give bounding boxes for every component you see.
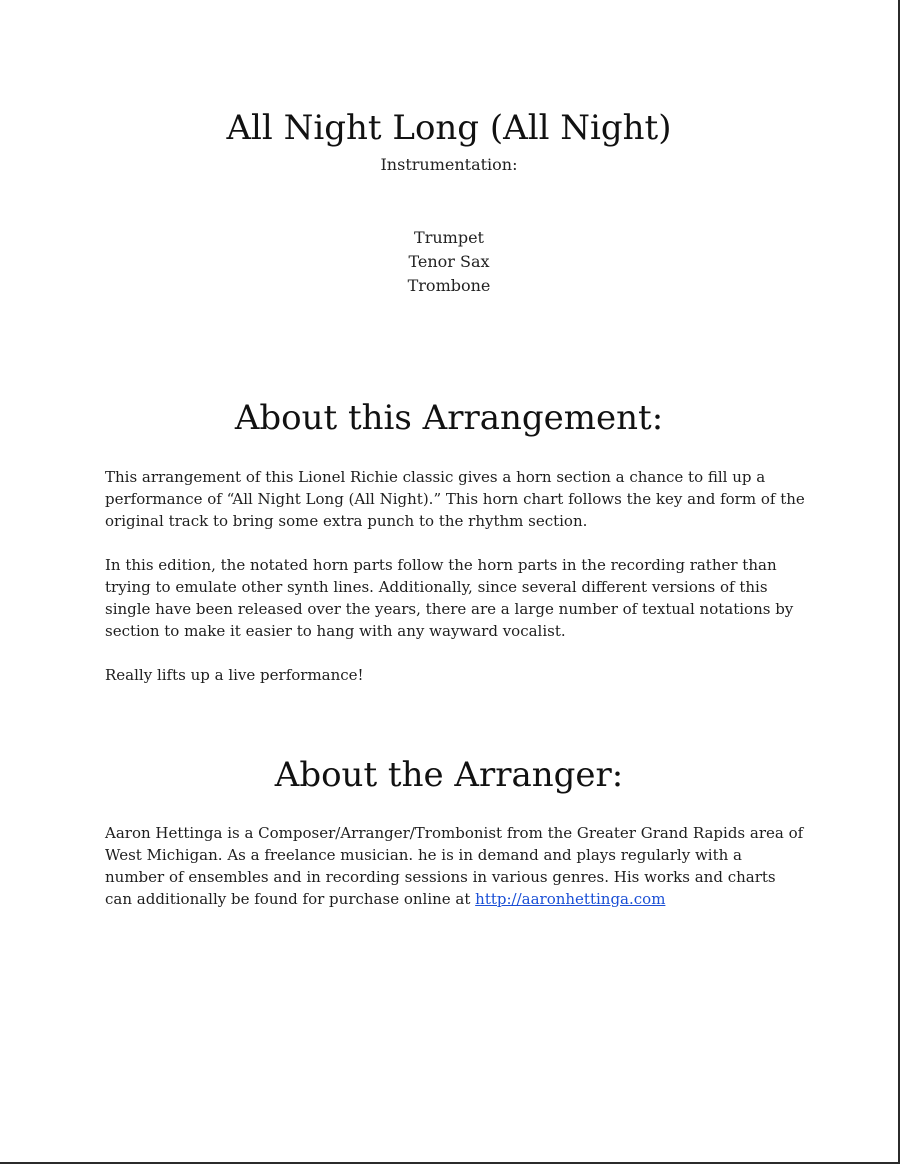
instrumentation-label: Instrumentation: [380, 155, 518, 174]
arranger-paragraph [105, 822, 805, 910]
arranger-bio-text: Aaron Hettinga is a Composer/Arranger/Trombonist from the Greater Grand Rapids area of West Michigan. As a freelance musician. he is in demand and plays regularly with a number of ensembles and in recording sessions in various genres. His works and charts can additionally be found for purchase online at [105, 824, 804, 908]
about-arranger-heading: About the Arranger: [274, 755, 624, 795]
instrument-item: Trumpet [414, 228, 484, 247]
arrangement-paragraph: Really lifts up a live performance! [105, 666, 364, 684]
arrangement-paragraph: This arrangement of this Lionel Richie classic gives a horn section a chance to fill up a performance of “All Night Long (All Night).” This horn chart follows the key and form of the original track to bring some extra punch to the rhythm section. [105, 468, 805, 530]
about-arrangement-heading: About this Arrangement: [234, 398, 664, 438]
instrument-list [0, 226, 898, 298]
arranger-website-link[interactable]: http://aaronhettinga.com [475, 890, 666, 908]
instrument-item: Tenor Sax [408, 252, 490, 271]
arrangement-paragraph: In this edition, the notated horn parts follow the horn parts in the recording rather than trying to emulate other synth lines. Additionally, since several different versions of this single have been released over the years, there are a large number of textual notations by section to make it easier to hang with any wayward vocalist. [105, 556, 794, 640]
instrument-item: Trombone [407, 276, 491, 295]
page-title: All Night Long (All Night) [226, 108, 672, 148]
